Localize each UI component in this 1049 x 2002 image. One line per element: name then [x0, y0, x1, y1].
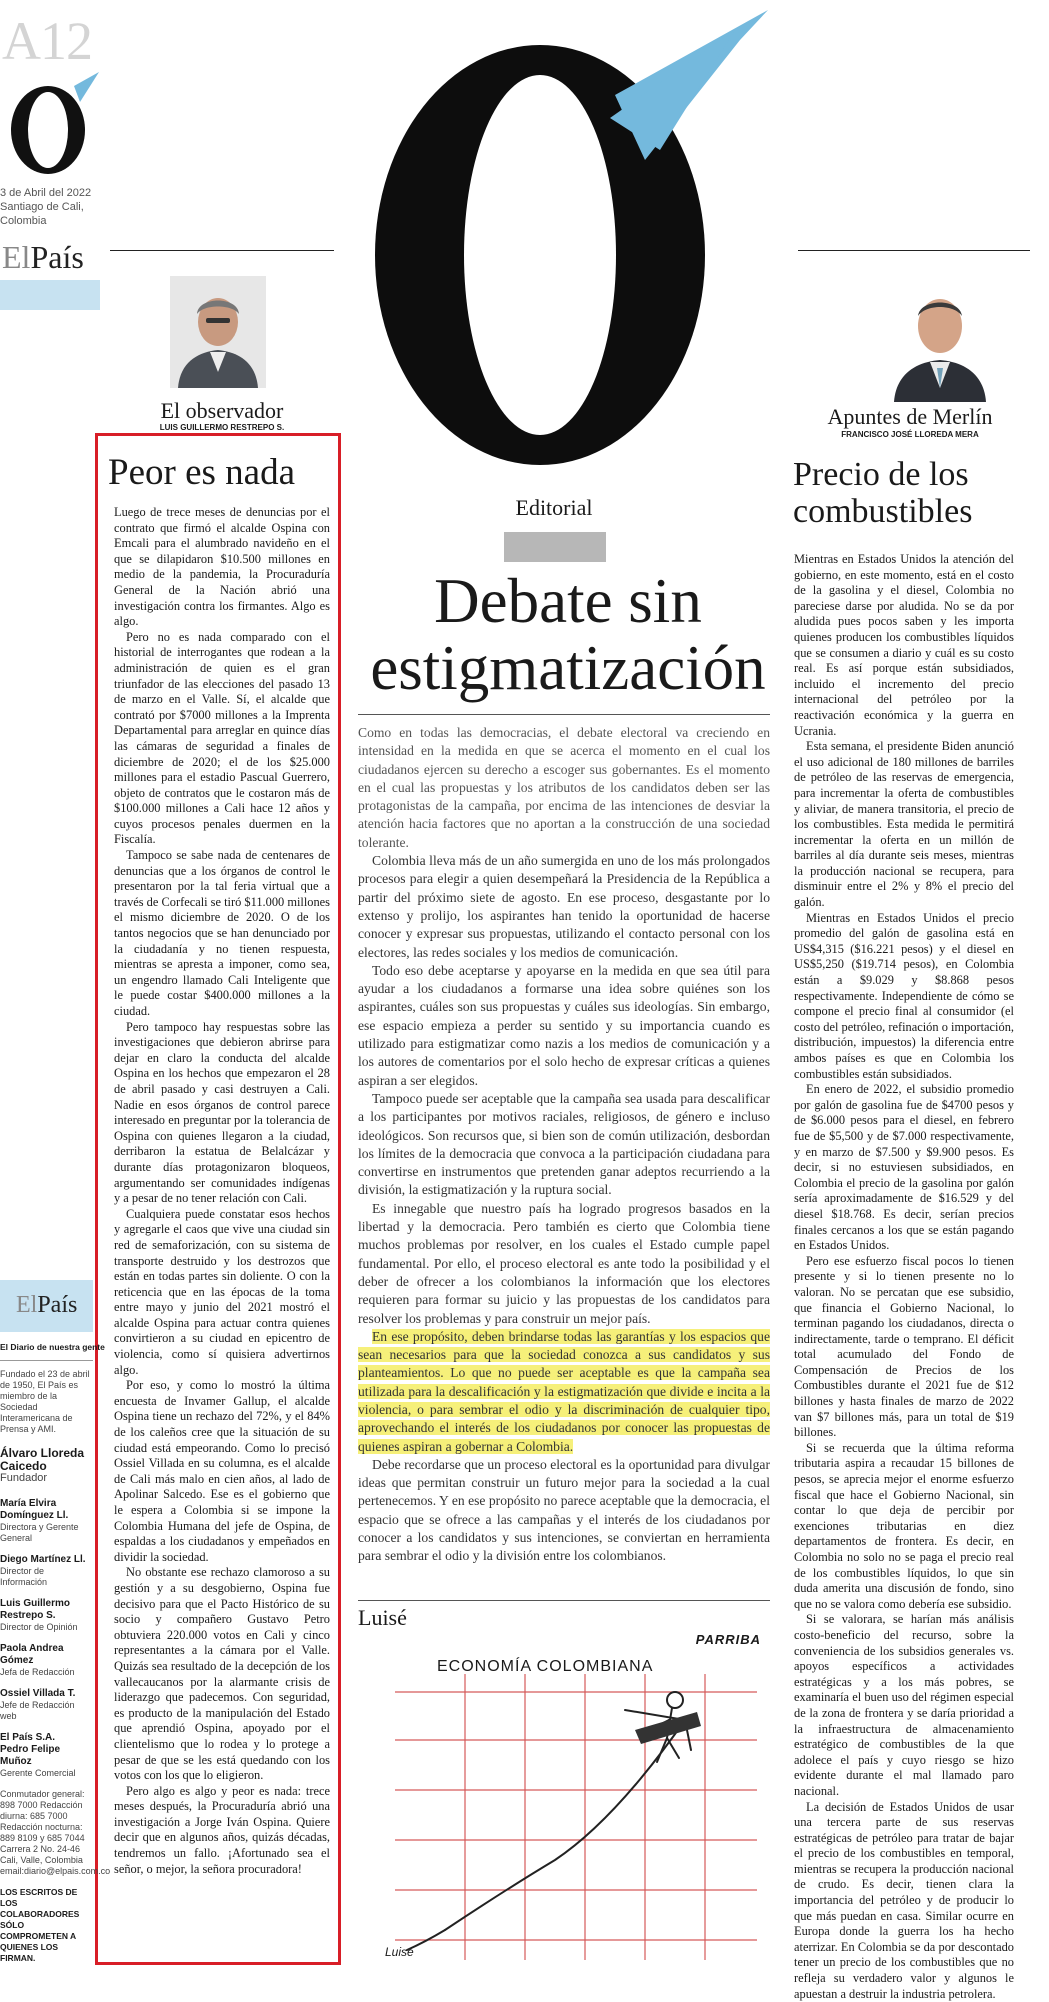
- left-headline: Peor es nada: [108, 452, 332, 494]
- cartoon-title: ECONOMÍA COLOMBIANA: [437, 1658, 653, 1676]
- editorial-gray-bar: [504, 532, 606, 562]
- left-paragraph: No obstante ese rechazo clamoroso a su gestión y a su desgobierno, Ospina fue decisivo para que el Pacto Histórico de su socio y compañero Gustavo Petro obtuviera 220.000 votos en Cali y cinco representantes a la cámara por el Valle. Quizás sea resultado de la decepción de los vallecaucanos por la alarmante crisis de liderazgo que padecemos. Con seguridad, es producto de la manipulación del Estado que aprendió Ospina, apoyado por el clientelismo que lo rodea y lo protege a pesar de que se les está quedando con los votos con los que lo eligieron.: [114, 1565, 330, 1783]
- right-paragraph: Mientras en Estados Unidos la atención del gobierno, en este momento, está en el costo de la gasolina y el diesel, Colombia no pareciese darse por aludida. No se da por aludida pues pocos saben y les importa quienes producen los combustibles líquidos que se consumen a diario y cuál es su costo real. Es así porque están subsidiados, incluido el incremento del precio internacional del petróleo por la reactivación económica y la guerra en Ucrania.: [794, 552, 1014, 739]
- left-paragraph: Tampoco se sabe nada de centenares de denuncias que a los órganos de control le presentaron por la tal feria virtual que a través de Corfecali se tiró $11.000 millones el mismo diciembre de 2020. O de los tantos negocios que se han denunciado por la ciudadanía y no tienen respuesta, mientras se apresta a imponer, como sea, un engendro llamado Cali Inteligente que le puede costar $400.000 millones a la ciudad.: [114, 848, 330, 1020]
- staff-logo-pais: País: [37, 1292, 77, 1318]
- editorial-paragraph: Todo eso debe aceptarse y apoyarse en la medida en que sea útil para ayudar a los ciudadanos a formarse una idea sobre quiénes son los aspirantes, cuáles son sus propuestas y cuáles sus ideologías. Sin embargo, ese espacio empieza a perder su sentido y su importancia cuando es utilizado para estigmatizar como nazis a los medios de comunicación y a los autores de comentarios por el solo hecho de expresar críticas a quienes aspiran a ser elegidos.: [358, 962, 770, 1090]
- editorial-paragraph: Tampoco puede ser aceptable que la campaña sea usada para descalificar a los participantes por motivos raciales, religiosos, de género e incluso ideológicos. Son recursos que, si bien son de común utilización, desbordan los límites de la democracia que convoca a la participación ciudadana para convertirse en instrumentos que pretenden ganar adeptos recurriendo a la división, la estigmatización y la ruptura social.: [358, 1090, 770, 1200]
- staff-logo: [16, 1292, 77, 1318]
- staff-person: [0, 1498, 93, 1544]
- staff-box: [0, 1280, 93, 1970]
- staff-person-name: Diego Martínez Ll.: [0, 1554, 93, 1566]
- big-o-logo: [340, 0, 780, 475]
- author-photo-observador: [170, 276, 266, 388]
- founder-role: Fundador: [0, 1473, 93, 1484]
- brand-logo-pais: País: [30, 239, 83, 275]
- cartoon-panel: [385, 1630, 765, 1965]
- right-headline: Precio de los combustibles: [793, 456, 1033, 530]
- staff-person: [0, 1688, 93, 1722]
- left-paragraph: Pero algo es algo y peor es nada: trece meses después, la Procuraduría abrió una investigación a Jorge Iván Ospina. Quiere decir que en algunos años, quizás décadas, tendremos un fallo. ¡Afortunado sea el señor, o mejor, la señora procuradora!: [114, 1784, 330, 1878]
- editorial-headline: Debate sin estigmatización: [358, 568, 778, 702]
- right-paragraph: Si se valorara, se harían más análisis costo-beneficio del recurso, sobre la conveniencia de los subsidios generales vs. apoyos específicos a actividades estratégicas y a los más pobres, se examinaría el buen uso del régimen especial de la zona de frontera y se daría prioridad a la infraestructura de almacenamiento estratégico de combustibles de la que adolece el país y cuyo riesgo se hizo evidente durante el mal llamado paro nacional.: [794, 1612, 1014, 1799]
- staff-company: [0, 1732, 93, 1779]
- staff-person-role: Directora y Gerente General: [0, 1522, 93, 1544]
- editorial-paragraph-highlighted: [358, 1328, 770, 1456]
- brand-logo-el: El: [2, 239, 30, 275]
- right-article-body: [794, 552, 1014, 2002]
- top-rule-left: [110, 250, 334, 251]
- page-date: 3 de Abril del 2022 Santiago de Cali, Colombia: [0, 186, 100, 228]
- highlighted-text: En ese propósito, deben brindarse todas las garantías y los espacios que sean necesarios para que la sociedad conozca a sus candidatos y sus planteamientos. Lo que no puede ser aceptable es que la campaña sea utilizada para la descalificación y la estigmatización que divide e incita a la violencia, o para sembrar el odio y la discriminación de cualquier tipo, aprovechando el interés de los ciudadanos por conocer las propuestas de quienes aspiran a gobernar a Colombia.: [358, 1329, 770, 1454]
- staff-person-role: Jefe de Redacción web: [0, 1700, 93, 1722]
- left-paragraph: Por eso, y como lo mostró la última encuesta de Invamer Gallup, el alcalde Ospina tiene un rechazo del 72%, y el 84% de los caleños cree que la situación de su ciudad está empeorando. Como lo precisó Ossiel Villada en su columna, es el alcalde de Cali más malo en cien años, al lado de Apolinar Salcedo. Ese es el gobierno que le espera a Colombia si se impone la Colombia Humana del jefe de Ospina, de espaldas a los ciudadanos y empeñados en dividir la sociedad.: [114, 1378, 330, 1565]
- editorial-body: [358, 724, 770, 1566]
- cartoon-drawing: [385, 1630, 765, 1965]
- small-o-logo: [4, 68, 104, 178]
- section-title-merlin: Apuntes de Merlín: [790, 405, 1030, 429]
- staff-person-name: María Elvira Domínguez Ll.: [0, 1498, 93, 1522]
- left-paragraph: Pero no es nada comparado con el historial de interrogantes que rodean a la administración de quien es el gran triunfador de las elecciones del pasado 13 de marzo en el Valle. Sí, el alcalde que contrató por $7000 millones a la Imprenta Departamental para arreglar en quince días las cámaras de seguridad a finales de diciembre de 2020; el de los $25.000 millones para el estadio Pascual Guerrero, objeto de contratos que le costaron más de $100.000 millones a Cali hace 12 años y cuyos procesos penales duermen en la Fiscalía.: [114, 630, 330, 848]
- staff-contacts: Conmutador general: 898 7000 Redacción diurna: 685 7000 Redacción nocturna: 889 8109 y 685 7044 Carrera 2 No. 24-46 Cali, Valle, Colombia email:diario@elpais.com.co: [0, 1789, 93, 1877]
- cartoon-corner-signature: Luisé: [385, 1945, 414, 1959]
- editorial-rule: [358, 714, 770, 715]
- right-paragraph: Si se recuerda que la última reforma tributaria aspira a recaudar 15 billones de pesos, se aprecia mejor el enorme esfuerzo fiscal que hace el Gobierno Nacional, sin contar lo que deja de percibir por exenciones tributarias en diez departamentos de frontera. Es decir, en Colombia no solo no se paga el precio real de los combustibles líquidos, lo que sin duda amerita una discusión de fondo, sino que no se valora como debería ese subsidio.: [794, 1441, 1014, 1613]
- brand-accent-bar: [0, 280, 100, 310]
- staff-person-name: Paola Andrea Gómez: [0, 1643, 93, 1667]
- editorial-paragraph: Es innegable que nuestro país ha logrado progresos basados en la libertad y la democracia. Pero también es cierto que Colombia tiene muchos problemas por resolver, en los cuales el Estado cumple papel fundamental. Por ello, el proceso electoral es ante todo la posibilidad y el deber de ofrecer a los colombianos la información que los electores requieren para formar su juicio y las propuestas de los candidatos para resolver los problemas y para construir un mejor país.: [358, 1200, 770, 1328]
- editorial-section-label: Editorial: [490, 496, 618, 520]
- company-name: El País S.A.: [0, 1732, 93, 1744]
- author-merlin: FRANCISCO JOSÉ LLOREDA MERA: [790, 430, 1030, 439]
- editorial-paragraph: Colombia lleva más de un año sumergida en uno de los más prolongados procesos para elegir a quien desempeñará la Presidencia de la República a partir del próximo siete de agosto. En ese proceso, desgastante por lo extenso y prolijo, los aspirantes han tenido la oportunidad de hacerse conocer y expresar sus propuestas, utilizando el contacto personal con los electores, las redes sociales y los medios de comunicación.: [358, 852, 770, 962]
- staff-logo-el: El: [16, 1292, 37, 1318]
- author-observador: LUIS GUILLERMO RESTREPO S.: [110, 423, 334, 432]
- staff-disclaimer: LOS ESCRITOS DE LOS COLABORADORES SÓLO COMPROMETEN A QUIENES LOS FIRMAN.: [0, 1887, 93, 1964]
- company-person: Pedro Felipe Muñoz: [0, 1744, 93, 1768]
- staff-person-role: Jefa de Redacción: [0, 1667, 93, 1678]
- left-paragraph: Cualquiera puede constatar esos hechos y agregarle el caos que vive una ciudad sin red de semaforización, con su sistema de transporte destruido y los destrozos que están en todas partes sin doliente. O con la reticencia que en las épocas de la toma entre mayo y junio del 2021 mostró el alcalde Ospina para actuar contra quienes convirtieron a su ciudad en epicentro de violencia, como sí quisiera advertirnos algo.: [114, 1207, 330, 1379]
- page-number: A12: [2, 14, 92, 68]
- left-article-body: [114, 505, 330, 1877]
- founder-name: Álvaro Lloreda Caicedo: [0, 1447, 93, 1473]
- staff-person: [0, 1598, 93, 1633]
- staff-person-role: Director de Opinión: [0, 1622, 93, 1633]
- author-photo-merlin: [890, 276, 990, 402]
- staff-person-name: Ossiel Villada T.: [0, 1688, 93, 1700]
- right-paragraph: La decisión de Estados Unidos de usar una tercera parte de sus reservas estratégicas de petróleo para tratar de bajar el precio de los combustibles en temporal, mientras se recupera la producción nacional de crudo. Es decir, tienen clara la importancia del petróleo y de producir lo que más puedan en casa. Similar ocurre en Europa donde la guerra los ha hecho aterrizar. En Colombia se da por descontado tener un precio de los combustibles que no refleja su verdadero valor y algunos le apuestan a destruir la industria petrolera.: [794, 1800, 1014, 2002]
- staff-person: [0, 1643, 93, 1678]
- staff-divider: [0, 1360, 93, 1361]
- staff-person-name: Luis Guillermo Restrepo S.: [0, 1598, 93, 1622]
- right-paragraph: En enero de 2022, el subsidio promedio por galón de gasolina fue de $4700 pesos y de $6.000 pesos para el diesel, en febrero fue de $5,500 y de $7.000 respectivamente, y en marzo de $7.500 y $9.900 pesos. Es decir, si no estuviesen subsidiados, en Colombia el precio de la gasolina por galón sería aproximadamente de $16.529 y del diesel $18.768. Es decir, serían precios finales cercanos a los que se están pagando en Estados Unidos.: [794, 1082, 1014, 1254]
- staff-founding: Fundado el 23 de abril de 1950, El País es miembro de la Sociedad Interamericana de Prensa y AMI.: [0, 1369, 93, 1435]
- right-paragraph: Mientras en Estados Unidos el precio promedio del galón de gasolina está en US$4,315 ($16.221 pesos) y el diesel en US$5,250 ($19.714 pesos), en Colombia están a $9.029 y $8.868 pesos respectivamente. Independiente de cómo se compone el precio final al consumidor (el costo del petróleo, refinación o importación, distribución, impuestos) la diferencia entre ambos países es que en Colombia los combustibles están subsidiados.: [794, 911, 1014, 1083]
- staff-person: [0, 1554, 93, 1588]
- staff-logo-bg: [0, 1280, 93, 1332]
- editorial-paragraph: Como en todas las democracias, el debate electoral va creciendo en intensidad en la medida en que se acerca el momento en el cual los ciudadanos ejercen su derecho a escoger sus gobernantes. Es el momento en el cual las propuestas y los atributos de los candidatos deben ser las protagonistas de la campaña, por encima de las intenciones de desviar la atención hacia factores que no aportan a la construcción de una sociedad tolerante.: [358, 724, 770, 852]
- company-role: Gerente Comercial: [0, 1768, 93, 1779]
- right-paragraph: Pero ese esfuerzo fiscal pocos lo tienen presente y si lo tienen presente no lo valoran. No se percatan que ese subsidio, que financia el Gobierno Nacional, lo terminan pagando los ciudadanos, directa o indirectamente, tarde o temprano. El déficit total acumulado del Fondo de Compensación de Precios de los Combustibles durante el 2021 fue de $12 billones y hasta finales de marzo de 2022 van $7 billones más, para un total de $19 billones.: [794, 1254, 1014, 1441]
- section-title-observador: El observador: [110, 399, 334, 423]
- left-paragraph: Pero tampoco hay respuestas sobre las investigaciones que debieron abrirse para dejar en claro la conducta del alcalde Ospina en los hechos que empezaron el 28 de abril pasado y casi destruyen a Cali. Nadie en esos órganos de control parece interesado en preguntar por la tolerancia de Ospina con quienes llegaron a la ciudad, derribaron la estatua de Belalcázar y durante días protagonizaron bloqueos, argumentando ser comunidades indígenas y a pesar de no tener relación con Cali.: [114, 1020, 330, 1207]
- right-paragraph: Esta semana, el presidente Biden anunció el uso adicional de 180 millones de barriles de petróleo de las reservas de emergencia, para incrementar la oferta de combustibles y aliviar, de manera transitoria, el precio de los combustibles. Esta medida le permitirá incrementar la oferta en un millón de barriles al día durante seis meses, mientras la producción nacional se recupera, para disminuir entre el 2% y 8% el precio del galón.: [794, 739, 1014, 911]
- staff-heading: El Diario de nuestra gente: [0, 1342, 93, 1352]
- top-rule-right: [798, 250, 1030, 251]
- cartoon-rule: [358, 1600, 770, 1601]
- staff-person-role: Director de Información: [0, 1566, 93, 1588]
- brand-logo: [2, 240, 84, 274]
- left-paragraph: Luego de trece meses de denuncias por el contrato que firmó el alcalde Ospina con Emcali para el alumbrado navideño en el que se dilapidaron $10.500 millones en medio de la pandemia, la Procuraduría General de la Nación abrió una investigación contra los firmantes. Algo es algo.: [114, 505, 330, 630]
- cartoon-section-label: Luisé: [358, 1606, 407, 1630]
- editorial-paragraph: Debe recordarse que un proceso electoral es la oportunidad para divulgar ideas que permitan construir un futuro mejor para la sociedad a la cual pertenecemos. Y en ese propósito no parece aceptable que la democracia, el espacio que se ofrece a las campañas y el interés de los ciudadanos por conocer a los candidatos y sus intenciones, se conviertan en herramienta para sembrar el odio y la división entre los colombianos.: [358, 1456, 770, 1566]
- cartoon-signature: PARRIBA: [696, 1632, 761, 1647]
